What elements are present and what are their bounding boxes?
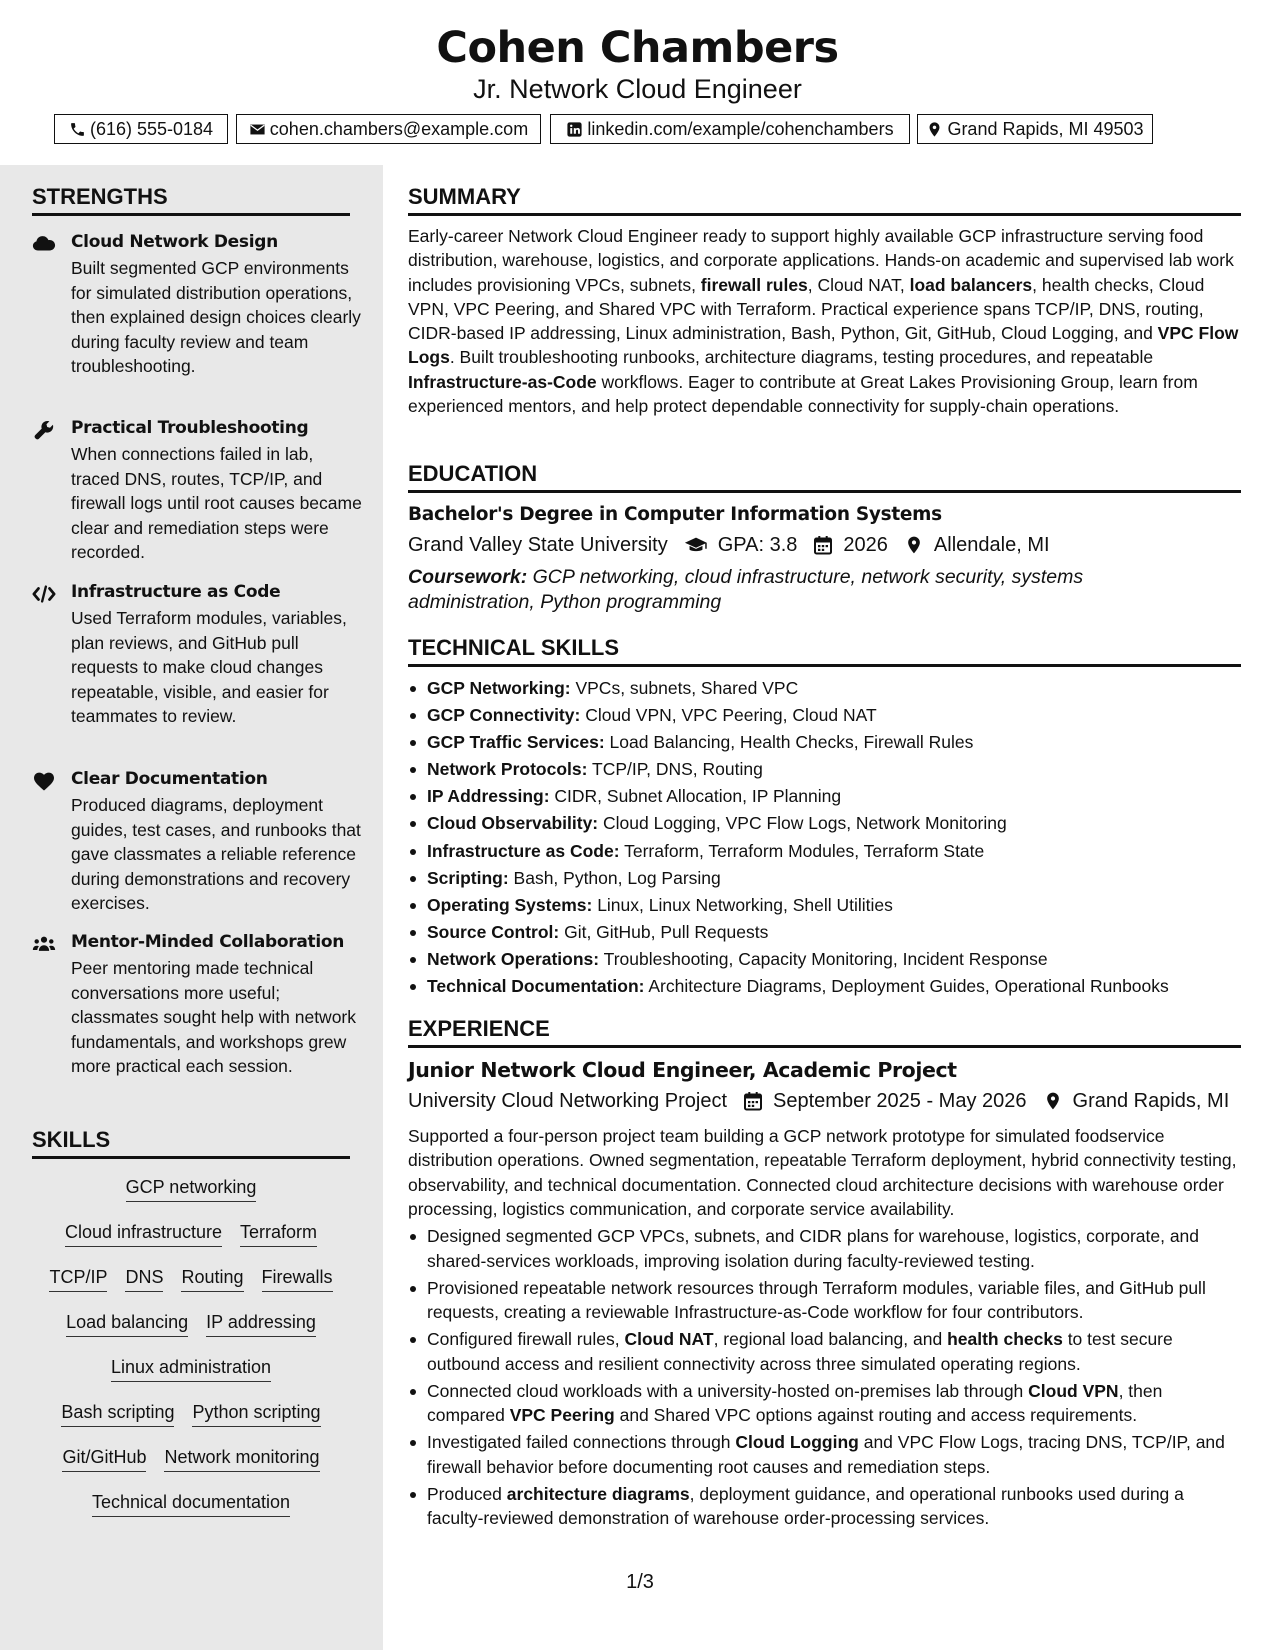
education-heading: EDUCATION	[408, 460, 1241, 493]
contact-linkedin[interactable]	[550, 114, 910, 144]
job-organization: University Cloud Networking Project	[408, 1090, 728, 1112]
contact-phone	[54, 114, 228, 144]
contact-phone-text: (616) 555-0184	[89, 118, 214, 139]
strength-item	[32, 768, 362, 916]
location-pin-icon	[926, 121, 943, 138]
technical-skill-label: IP Addressing:	[427, 786, 550, 807]
skill-tag: Network monitoring	[164, 1445, 319, 1472]
bullet-fragment: Configured firewall rules,	[427, 1329, 625, 1349]
location-pin-icon	[1043, 1091, 1063, 1111]
strength-description: Produced diagrams, deployment guides, test cases, and runbooks that gave classmates a reliable reference during demonstrations and recovery exercises.	[71, 795, 361, 913]
cloud-icon	[32, 233, 56, 255]
strength-description: When connections failed in lab, traced DNS, routes, TCP/IP, and firewall logs until root causes became clear and remediation steps were recorded.	[71, 444, 362, 562]
strength-title: Clear Documentation	[71, 769, 268, 789]
strength-item	[32, 581, 362, 729]
technical-skill-value: CIDR, Subnet Allocation, IP Planning	[549, 786, 842, 807]
contact-email-text: cohen.chambers@example.com	[269, 118, 529, 139]
summary-fragment: workflows. Eager to contribute at Great Lakes Provisioning Group, learn from experienced mentors, and help protect dependable connectivity for supply-chain operations.	[408, 371, 1198, 417]
skill-tag: Python scripting	[192, 1400, 320, 1427]
bullet-fragment: Produced	[427, 1483, 507, 1504]
calendar-icon	[743, 1091, 763, 1111]
summary-fragment: , Cloud NAT,	[807, 274, 910, 295]
users-icon	[32, 933, 56, 955]
technical-skill-value: Load Balancing, Health Checks, Firewall Rules	[604, 732, 974, 753]
summary-bold-fragment: load balancers	[909, 274, 1033, 295]
job-bullet	[408, 1224, 1241, 1273]
technical-skill-item	[408, 919, 1241, 946]
strengths-heading: STRENGTHS	[32, 183, 350, 216]
skill-tag: Terraform	[240, 1220, 317, 1247]
gpa: GPA: 3.8	[717, 534, 798, 556]
coursework-label: Coursework:	[408, 566, 528, 588]
strength-item	[32, 417, 362, 565]
job-description: Supported a four-person project team building a GCP network prototype for simulated foodservice distribution operations. Owned segmentation, repeatable Terraform deployment, hybrid connectivity testing, observability, and technical documentation. Connected cloud architecture decisions with warehouse order processing, logistics communication, and corporate service availability.	[408, 1126, 1237, 1219]
contact-linkedin-text: linkedin.com/example/cohenchambers	[587, 118, 894, 139]
technical-skill-item	[408, 729, 1241, 756]
bullet-bold-fragment: Cloud VPN	[1028, 1380, 1119, 1401]
skill-tag: Firewalls	[262, 1265, 333, 1292]
skill-row	[32, 1175, 350, 1202]
technical-skill-label: GCP Networking:	[427, 678, 571, 698]
skill-row	[32, 1265, 350, 1292]
coursework	[408, 565, 1168, 615]
technical-skill-item	[408, 865, 1241, 892]
skills-heading: SKILLS	[32, 1126, 350, 1159]
technical-skill-label: Network Operations:	[427, 948, 600, 969]
summary-fragment: Early-career Network Cloud Engineer ready to support highly available GCP infrastructure serving food distribution, warehouse, logistics, and corporate applications. Hands-on academic and supervised lab work includes provisioning VPCs, subnets,	[408, 226, 1234, 295]
graduation-cap-icon	[684, 535, 708, 555]
technical-skill-item	[408, 783, 1241, 810]
bullet-fragment: Provisioned repeatable network resources through Terraform modules, variable files, and GitHub pull requests, creating a reviewable Infrastructure-as-Code workflow for four contributors.	[427, 1277, 1206, 1322]
strength-title: Mentor-Minded Collaboration	[71, 932, 345, 952]
technical-skill-label: GCP Connectivity:	[427, 705, 581, 726]
job-bullet	[408, 1276, 1241, 1325]
skill-row	[32, 1310, 350, 1337]
job-dates: September 2025 - May 2026	[773, 1090, 1027, 1112]
skill-tag: Technical documentation	[92, 1490, 290, 1517]
technical-skill-value: TCP/IP, DNS, Routing	[587, 759, 763, 780]
technical-skill-label: GCP Traffic Services:	[427, 732, 605, 753]
skill-row	[32, 1355, 350, 1382]
technical-skill-value: Cloud Logging, VPC Flow Logs, Network Monitoring	[598, 813, 1007, 834]
contact-location-text: Grand Rapids, MI 49503	[947, 118, 1144, 139]
summary-fragment: . Built troubleshooting runbooks, architecture diagrams, testing procedures, and repeatable	[449, 347, 1154, 368]
job-bullet	[408, 1327, 1241, 1376]
bullet-fragment: Connected cloud workloads with a university-hosted on-premises lab through	[427, 1380, 1029, 1401]
technical-skill-value: Architecture Diagrams, Deployment Guides, Operational Runbooks	[644, 976, 1169, 997]
skill-row	[32, 1445, 350, 1472]
technical-skills-list	[408, 675, 1241, 1000]
technical-skill-value: Troubleshooting, Capacity Monitoring, Incident Response	[599, 948, 1048, 969]
strength-title: Infrastructure as Code	[71, 582, 281, 602]
technical-skill-label: Technical Documentation:	[427, 976, 645, 997]
skill-tag: Bash scripting	[61, 1400, 174, 1427]
calendar-icon	[813, 535, 833, 555]
linkedin-icon	[566, 121, 583, 138]
job-meta	[408, 1088, 1229, 1114]
school-name: Grand Valley State University	[408, 534, 668, 556]
skill-tag: IP addressing	[206, 1310, 316, 1337]
skill-tag: GCP networking	[126, 1175, 257, 1202]
heart-icon	[32, 770, 56, 792]
summary-bold-fragment: VPC Flow Logs	[408, 323, 1239, 368]
bullet-bold-fragment: VPC Peering	[509, 1405, 615, 1425]
skill-tag: Cloud infrastructure	[65, 1220, 222, 1247]
technical-skill-item	[408, 810, 1241, 837]
skill-tag: Linux administration	[111, 1355, 271, 1382]
contact-email[interactable]	[236, 114, 541, 144]
graduation-year: 2026	[843, 534, 888, 556]
bullet-fragment: Designed segmented GCP VPCs, subnets, and CIDR plans for warehouse, logistics, corporate, and shared-services workloads, improving isolation during faculty-reviewed testing.	[427, 1226, 1200, 1271]
job-bullets	[408, 1224, 1241, 1533]
code-icon	[32, 583, 56, 605]
skill-row	[32, 1220, 350, 1247]
technical-skill-value: Cloud VPN, VPC Peering, Cloud NAT	[580, 705, 877, 726]
technical-skill-value: Linux, Linux Networking, Shell Utilities	[592, 894, 893, 915]
bullet-fragment: and VPC Flow Logs, tracing DNS, TCP/IP, and firewall behavior before documenting root causes and remediation steps.	[427, 1432, 1225, 1477]
strength-item	[32, 931, 362, 1079]
strength-description: Used Terraform modules, variables, plan reviews, and GitHub pull requests to make cloud changes repeatable, visible, and easier for teammates to review.	[71, 608, 347, 726]
technical-skill-item	[408, 892, 1241, 919]
technical-skill-label: Source Control:	[427, 921, 560, 942]
technical-skill-label: Operating Systems:	[427, 894, 593, 915]
education-meta	[408, 532, 1050, 558]
strength-title: Practical Troubleshooting	[71, 418, 309, 438]
bullet-fragment: Investigated failed connections through	[427, 1432, 736, 1452]
technical-skill-item	[408, 756, 1241, 783]
technical-skill-label: Cloud Observability:	[427, 813, 599, 834]
bullet-bold-fragment: Cloud NAT	[624, 1329, 714, 1349]
skill-row	[32, 1490, 350, 1517]
strength-title: Cloud Network Design	[71, 232, 278, 252]
contact-location	[917, 114, 1153, 144]
technical-skill-item	[408, 675, 1241, 702]
job-bullet	[408, 1482, 1241, 1531]
technical-skill-label: Network Protocols:	[427, 759, 588, 780]
technical-skill-item	[408, 946, 1241, 973]
skill-tag: TCP/IP	[49, 1265, 107, 1292]
bullet-bold-fragment: Cloud Logging	[735, 1432, 859, 1452]
job-title: Junior Network Cloud Engineer, Academic Project	[408, 1058, 957, 1082]
experience-heading: EXPERIENCE	[408, 1015, 1241, 1048]
technical-skills-heading: TECHNICAL SKILLS	[408, 634, 1241, 667]
technical-skill-item	[408, 973, 1241, 1000]
bullet-fragment: and Shared VPC options against routing and access requirements.	[614, 1405, 1138, 1425]
candidate-title: Jr. Network Cloud Engineer	[473, 74, 802, 104]
summary-bold-fragment: Infrastructure-as-Code	[408, 371, 597, 392]
strength-item	[32, 231, 362, 379]
strength-description: Peer mentoring made technical conversations more useful; classmates sought help with network fundamentals, and workshops grew more practical each session.	[71, 958, 356, 1076]
strength-description: Built segmented GCP environments for simulated distribution operations, then explained design choices clearly during faculty review and team troubleshooting.	[71, 258, 361, 376]
skill-tag: Routing	[181, 1265, 243, 1292]
job-bullet	[408, 1430, 1241, 1479]
technical-skill-value: Git, GitHub, Pull Requests	[559, 921, 769, 942]
technical-skill-value: Bash, Python, Log Parsing	[508, 867, 721, 888]
envelope-icon	[249, 121, 266, 138]
wrench-icon	[32, 419, 56, 441]
skill-tag: Git/GitHub	[62, 1445, 146, 1472]
technical-skill-item	[408, 702, 1241, 729]
skill-tag: DNS	[125, 1265, 163, 1292]
bullet-fragment: , deployment guidance, and operational runbooks used during a faculty-reviewed demonstration of warehouse order-processing services.	[427, 1483, 1184, 1528]
candidate-name: Cohen Chambers	[436, 23, 839, 73]
bullet-fragment: to test secure outbound access and resilient connectivity across three simulated operating regions.	[427, 1329, 1173, 1374]
page-number: 1/3	[626, 1571, 654, 1593]
summary-fragment: , health checks, Cloud VPN, VPC Peering, and Shared VPC with Terraform. Practical experience spans TCP/IP, DNS, routing, CIDR-based IP addressing, Linux administration, Bash, Python, Git, GitHub, Cloud Logging, and	[408, 274, 1205, 344]
bullet-fragment: , regional load balancing, and	[713, 1329, 948, 1349]
phone-icon	[69, 121, 86, 138]
job-bullet	[408, 1379, 1241, 1428]
job-location: Grand Rapids, MI	[1072, 1090, 1230, 1112]
location-pin-icon	[904, 535, 924, 555]
bullet-bold-fragment: architecture diagrams	[506, 1483, 690, 1504]
summary-heading: SUMMARY	[408, 183, 1241, 216]
skill-tag: Load balancing	[66, 1310, 188, 1337]
bullet-bold-fragment: health checks	[947, 1329, 1063, 1349]
technical-skill-value: Terraform, Terraform Modules, Terraform State	[619, 840, 985, 861]
summary-bold-fragment: firewall rules	[700, 274, 808, 295]
technical-skill-label: Infrastructure as Code:	[427, 840, 620, 861]
summary-text	[408, 224, 1241, 418]
skill-row	[32, 1400, 350, 1427]
coursework-text: GCP networking, cloud infrastructure, network security, systems administration, Python programming	[408, 566, 1084, 613]
technical-skill-item	[408, 838, 1241, 865]
degree-title: Bachelor's Degree in Computer Information Systems	[408, 504, 942, 525]
technical-skill-value: VPCs, subnets, Shared VPC	[570, 678, 799, 698]
technical-skill-label: Scripting:	[427, 867, 509, 888]
school-location: Allendale, MI	[933, 534, 1050, 556]
bullet-fragment: , then compared	[427, 1380, 1163, 1425]
